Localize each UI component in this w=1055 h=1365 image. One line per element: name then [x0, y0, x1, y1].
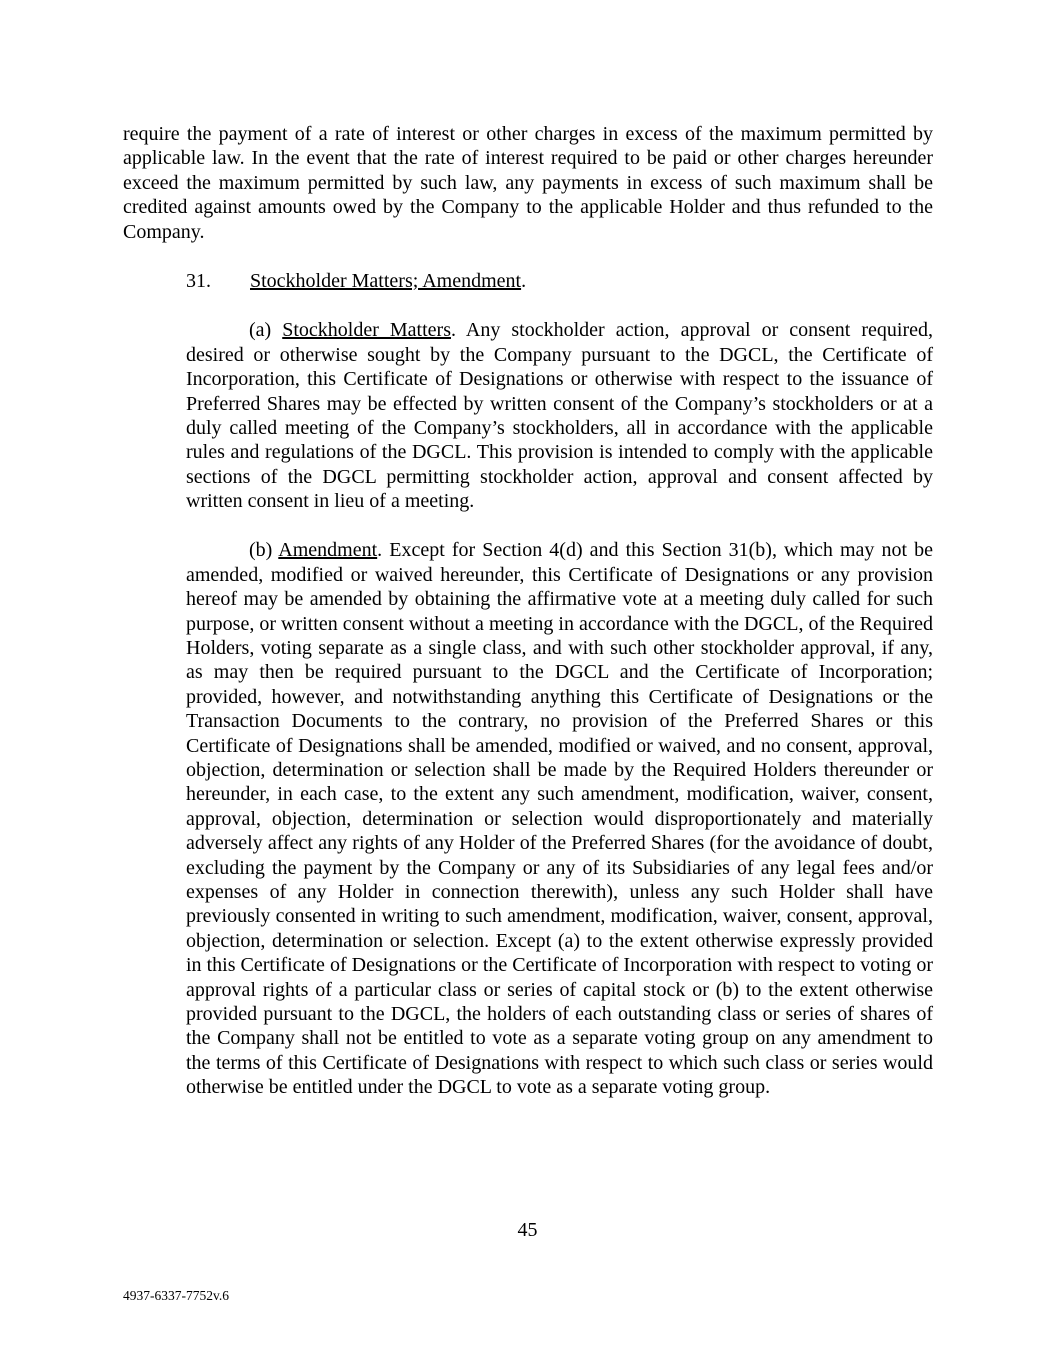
paragraph-b [186, 538, 933, 1099]
section-title-period: . [521, 269, 527, 292]
paragraph-a [186, 318, 933, 513]
section-heading [123, 269, 933, 293]
para-b-label: (b) [249, 539, 279, 562]
para-a-title: Stockholder Matters [282, 319, 451, 342]
page-content [123, 122, 933, 1124]
intro-text: require the payment of a rate of interest or other charges in excess of the maximum permitted by applicable law. In the event that the rate of interest required to be paid or other charges hereunder exceed the maximum permitted by such law, any payments in excess of such maximum shall be credited against amounts owed by the Company to the applicable Holder and thus refunded to the Company. [123, 123, 933, 243]
section-number: 31. [186, 269, 211, 292]
para-a-label: (a) [249, 319, 283, 342]
page-number: 45 [517, 1219, 538, 1241]
section-title: Stockholder Matters; Amendment [250, 269, 522, 292]
para-b-body: . Except for Section 4(d) and this Section 31(b), which may not be amended, modified or waived hereunder, this Certificate of Designations or any provision hereof may be amended by obtaining the affirmative vote at a meeting duly called for such purpose, or written consent without a meeting in accordance with the DGCL, of the Required Holders, voting separate as a single class, and with such other stockholder approval, if any, as may then be required pursuant to the DGCL and the Certificate of Incorporation; provided, however, and notwithstanding anything this Certificate of Designations or the Transaction Documents to the contrary, no provision of the Preferred Shares or this Certificate of Designations shall be amended, modified or waived, and no consent, approval, objection, determination or selection shall be made by the Required Holders thereunder or hereunder, in each case, to the extent any such amendment, modification, waiver, consent, approval, objection, determination or selection would disproportionately and materially adversely affect any rights of any Holder of the Preferred Shares (for the avoidance of doubt, excluding the payment by the Company or any of its Subsidiaries of any legal fees and/or expenses of any Holder in connection therewith), unless any such Holder shall have previously consented in writing to such amendment, modification, waiver, consent, approval, objection, determination or selection. Except (a) to the extent otherwise expressly provided in this Certificate of Designations or the Certificate of Incorporation with respect to voting or approval rights of a particular class or series of capital stock or (b) to the extent otherwise provided pursuant to the DGCL, the holders of each outstanding class or series of shares of the Company shall not be entitled to vote as a separate voting group on any amendment to the terms of this Certificate of Designations with respect to which such class or series would otherwise be entitled under the DGCL to vote as a separate voting group. [186, 539, 933, 1099]
intro-paragraph [123, 122, 933, 244]
document-id-footer: 4937-6337-7752v.6 [123, 1288, 229, 1303]
para-b-title: Amendment [278, 539, 378, 562]
para-a-body: . Any stockholder action, approval or consent required, desired or otherwise sought by the Company pursuant to the DGCL, the Certificate of Incorporation, this Certificate of Designations or otherwise with respect to the issuance of Preferred Shares may be effected by written consent of the Company’s stockholders or at a duly called meeting of the Company’s stockholders, all in accordance with the applicable rules and regulations of the DGCL. This provision is intended to comply with the applicable sections of the DGCL permitting stockholder action, approval and consent affected by written consent in lieu of a meeting. [186, 319, 933, 513]
